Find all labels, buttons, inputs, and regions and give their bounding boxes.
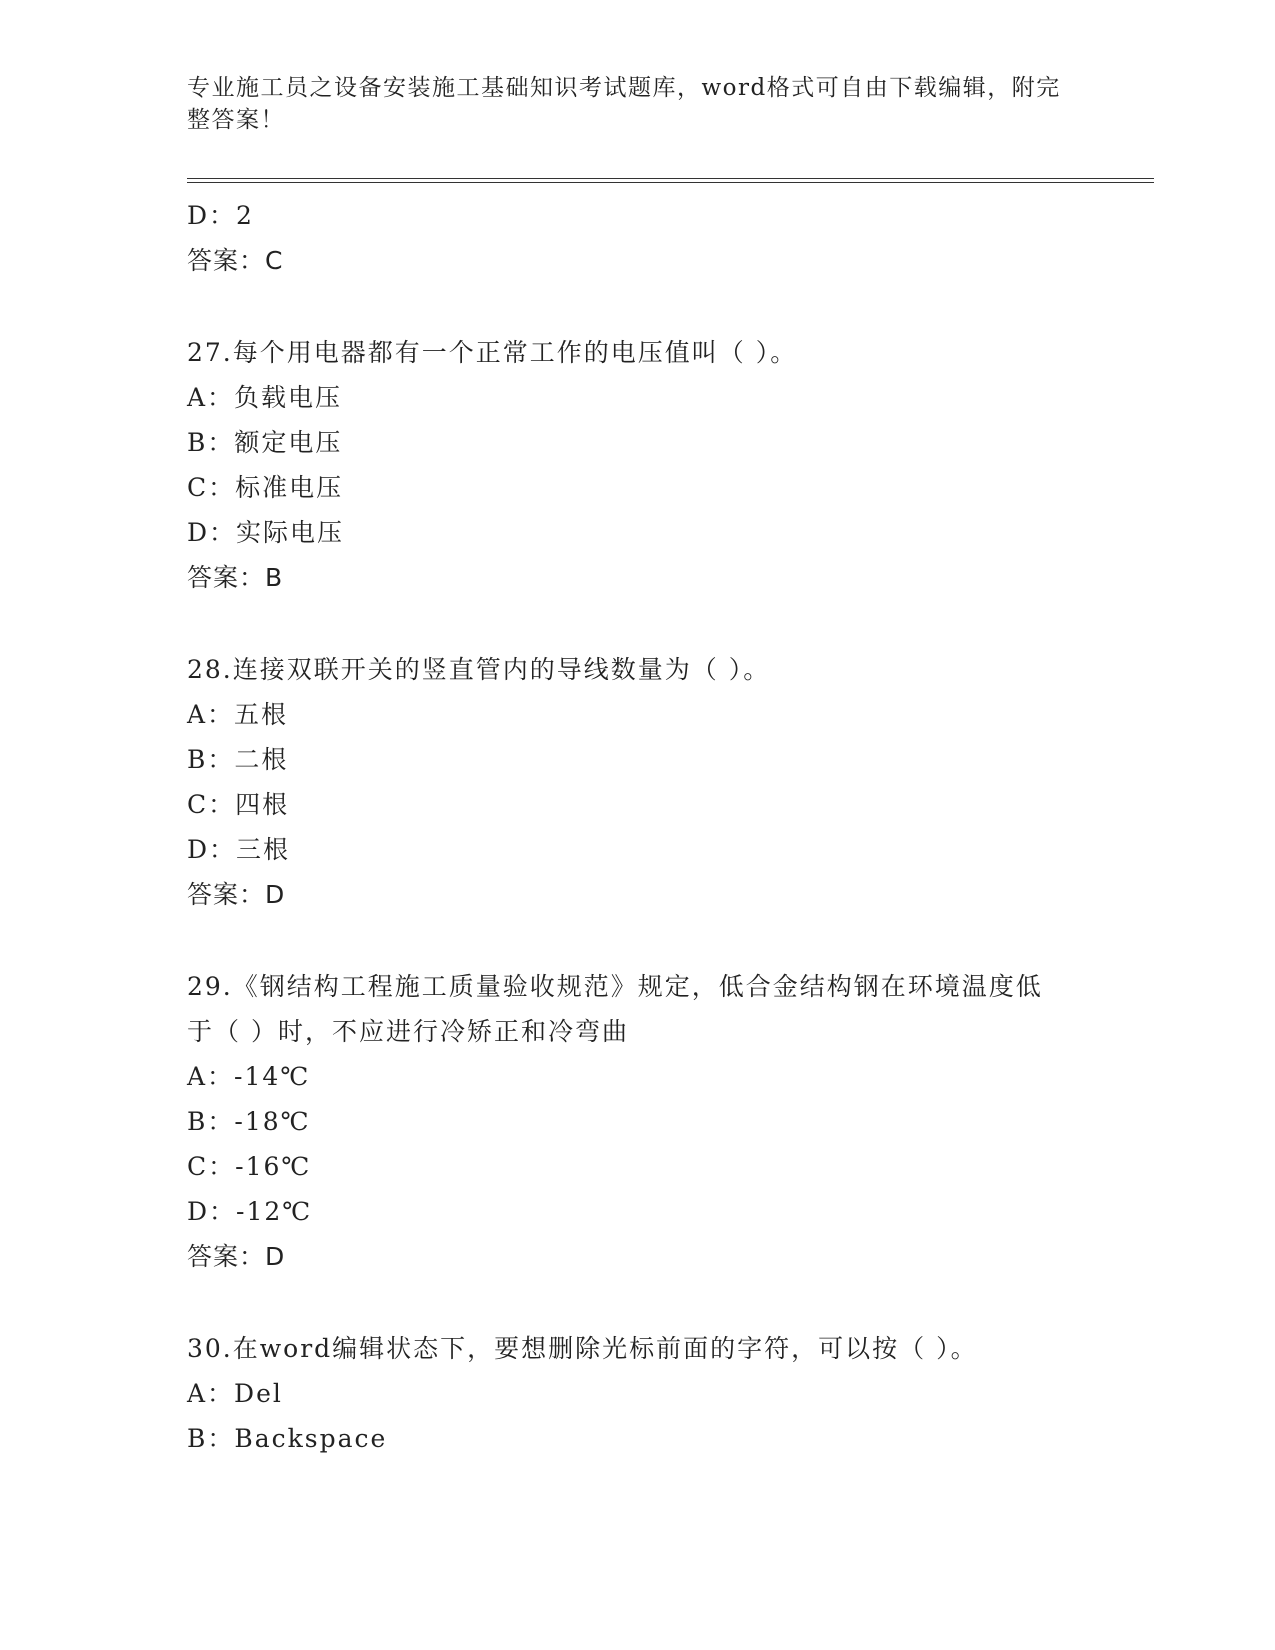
option-d: D：-12℃ [187,1197,313,1226]
question-text: 27.每个用电器都有一个正常工作的电压值叫（ ）。 [187,338,798,367]
header-line-2: 整答案！ [187,107,285,133]
question-text: 30.在word编辑状态下，要想删除光标前面的字符，可以按（ ）。 [187,1334,978,1363]
question-text: 28.连接双联开关的竖直管内的导线数量为（ ）。 [187,655,771,684]
question-block-27 [187,330,1087,600]
option-a: A：Del [187,1379,283,1408]
option-d: D：实际电压 [187,518,345,547]
option-a: A：五根 [187,700,289,729]
option-c: C：标准电压 [187,473,344,502]
header-divider-bottom [187,182,1154,183]
answer-line: 答案：D [187,880,286,909]
option-a: A：负载电压 [187,383,343,412]
option-a: A：-14℃ [187,1062,311,1091]
document-body [187,193,1087,1461]
header-line-1: 专业施工员之设备安装施工基础知识考试题库，word格式可自由下载编辑，附完 [187,75,1061,101]
option-d: D：2 [187,201,254,230]
option-b: B：额定电压 [187,428,343,457]
question-block-29 [187,964,1087,1279]
option-d: D：三根 [187,835,291,864]
option-b: B：二根 [187,745,289,774]
header-divider-top [187,178,1154,179]
question-block-30 [187,1326,1087,1461]
option-b: B：-18℃ [187,1107,311,1136]
answer-line: 答案：D [187,1242,286,1271]
answer-line: 答案：B [187,563,284,592]
document-header [187,72,1087,136]
question-block-28 [187,647,1087,917]
question-text: 29.《钢结构工程施工质量验收规范》规定，低合金结构钢在环境温度低于（ ）时，不应进行冷矫正和冷弯曲 [187,972,1043,1046]
answer-line: 答案：C [187,246,284,275]
option-c: C：-16℃ [187,1152,312,1181]
option-b: B：Backspace [187,1424,388,1453]
option-c: C：四根 [187,790,290,819]
